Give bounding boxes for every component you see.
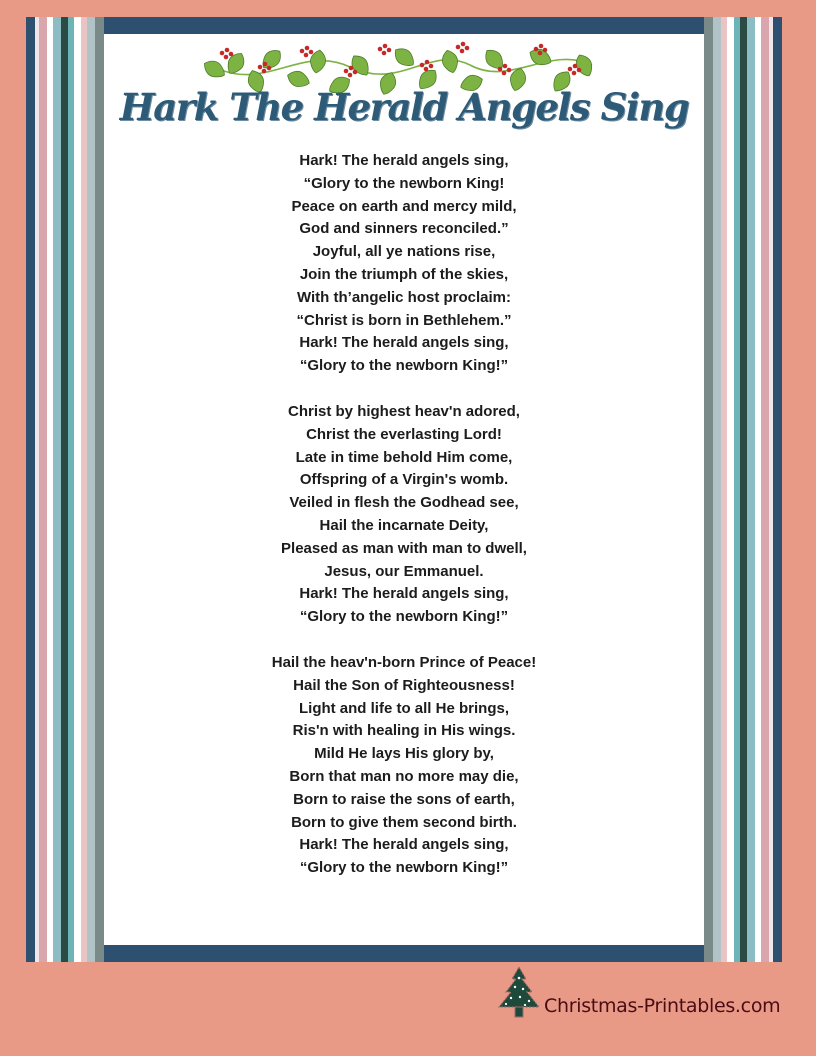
- song-sheet: [104, 17, 704, 962]
- lyric-line: Hark! The herald angels sing,: [299, 334, 509, 352]
- lyric-line: Hail the incarnate Deity,: [319, 516, 489, 534]
- lyric-line: With th’angelic host proclaim:: [296, 288, 512, 306]
- lyric-line: Hark! The herald angels sing,: [299, 585, 509, 603]
- lyric-line: “Christ is born in Bethlehem.”: [296, 311, 512, 329]
- lyric-line: “Glory to the newborn King!”: [299, 608, 509, 626]
- lyric-line: “Glory to the newborn King!: [303, 174, 505, 192]
- site-logo-text[interactable]: Christmas-Printables.com: [544, 995, 781, 1017]
- lyric-line: Late in time behold Him come,: [295, 448, 513, 466]
- lyric-line: Christ by highest heav'n adored,: [288, 402, 520, 420]
- lyric-line: “Glory to the newborn King!”: [299, 859, 509, 877]
- lyric-line: Hark! The herald angels sing,: [299, 836, 509, 854]
- lyrics: [104, 150, 704, 903]
- verse-2: [104, 401, 704, 629]
- left-stripe-border: [26, 17, 104, 962]
- bottom-frame-bar: [104, 945, 704, 962]
- lyric-line: Joyful, all ye nations rise,: [312, 243, 496, 261]
- lyric-line: Offspring of a Virgin's womb.: [299, 471, 509, 489]
- lyric-line: Mild He lays His glory by,: [314, 745, 494, 763]
- lyric-line: Peace on earth and mercy mild,: [291, 197, 517, 215]
- site-logo[interactable]: [492, 965, 792, 1023]
- lyric-line: Join the triumph of the skies,: [299, 265, 509, 283]
- song-title: Hark The Herald Angels Sing: [119, 85, 689, 129]
- lyric-line: Pleased as man with man to dwell,: [281, 539, 527, 557]
- christmas-tree-icon: [492, 965, 546, 1023]
- right-stripe-border: [704, 17, 782, 962]
- top-frame-bar: [104, 17, 704, 34]
- verse-1: [104, 150, 704, 378]
- lyric-line: Born to give them second birth.: [291, 813, 517, 831]
- verse-3: [104, 652, 704, 880]
- lyric-line: Christ the everlasting Lord!: [306, 425, 502, 443]
- lyric-line: Hark! The herald angels sing,: [299, 152, 509, 169]
- lyric-line: Born to raise the sons of earth,: [293, 790, 515, 808]
- lyric-line: Born that man no more may die,: [289, 767, 519, 785]
- lyric-line: Veiled in flesh the Godhead see,: [289, 494, 519, 512]
- lyric-line: Light and life to all He brings,: [298, 699, 509, 717]
- lyric-line: “Glory to the newborn King!”: [299, 357, 509, 375]
- lyric-line: Ris'n with healing in His wings.: [292, 722, 516, 740]
- lyric-line: God and sinners reconciled.”: [299, 220, 509, 238]
- lyric-line: Jesus, our Emmanuel.: [324, 562, 484, 580]
- lyric-line: Hail the Son of Righteousness!: [293, 676, 515, 694]
- lyric-line: Hail the heav'n-born Prince of Peace!: [271, 653, 537, 671]
